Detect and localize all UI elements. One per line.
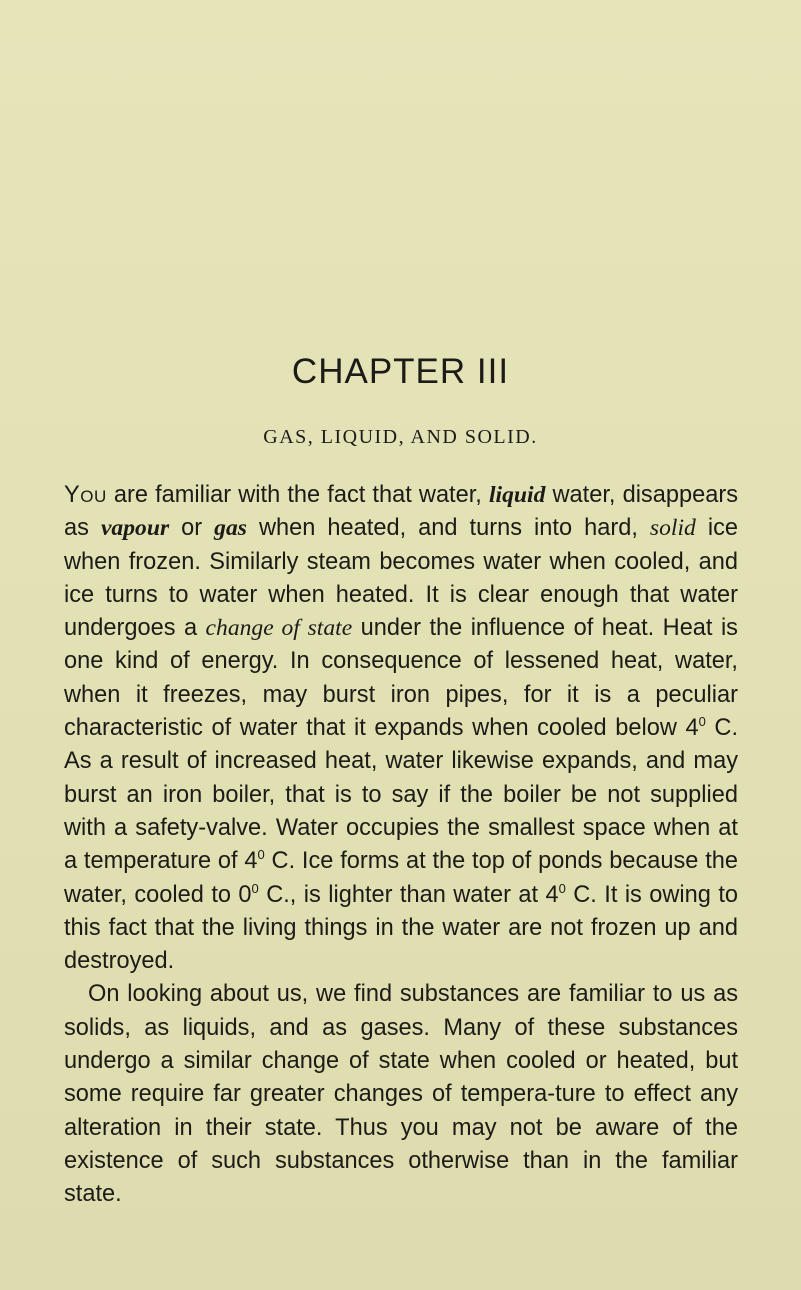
section-title: GAS, LIQUID, AND SOLID. (263, 426, 538, 448)
text-run: C., is lighter than water at 4 (258, 881, 559, 908)
degree-mark: 0 (251, 880, 259, 896)
degree-mark: 0 (257, 847, 265, 863)
italic-term: solid (649, 515, 696, 542)
text-run: under the influence of heat. Heat is one kind of energy. In consequence of lessened heat, water, when it freezes, may burst iron pipes, for it is a peculiar characteristic of water that it expands when cooled below 4 (64, 615, 738, 742)
text-run: or (169, 515, 215, 542)
degree-mark: 0 (698, 714, 706, 730)
text-run: C. As a result of increased heat, water likewise expands, and may burst an iron boiler, that is to say if the boiler be not supplied with a safety-valve. Water occupies the smallest space when at a temperature of 4 (64, 715, 738, 875)
text-run: when heated, and turns into hard, (246, 515, 650, 542)
paragraph-1 (64, 479, 738, 978)
text-run: are familiar with the fact that water, (106, 482, 489, 508)
body-text (64, 479, 738, 1212)
degree-mark: 0 (558, 880, 566, 896)
text-run: C. Ice forms at the top of ponds because the water, cooled to 0 (64, 848, 738, 908)
text-run: ice when frozen. Similarly steam becomes water when cooled, and ice turns to water when heated. It is clear enough that water undergoes a (64, 515, 739, 642)
paragraph-2: On looking about us, we find substances are familiar to us as solids, as liquids, and as gases. Many of these substances undergo a similar change of state when cooled or heated, but some require far greater changes of tempera-ture to effect any alteration in their state. Thus you may not be aware of the existence of such substances otherwise than in the familiar state. (64, 981, 738, 1208)
italic-term: gas (214, 515, 247, 542)
lead-word: You (64, 482, 107, 508)
italic-term: change of state (205, 615, 353, 642)
chapter-title: CHAPTER III (291, 352, 510, 391)
italic-term: liquid (488, 482, 546, 508)
text-run: C. It is owing to this fact that the living things in the water are not frozen up and destroyed. (64, 881, 739, 975)
italic-term: vapour (100, 515, 170, 542)
text-run: water, disappears as (64, 482, 738, 542)
